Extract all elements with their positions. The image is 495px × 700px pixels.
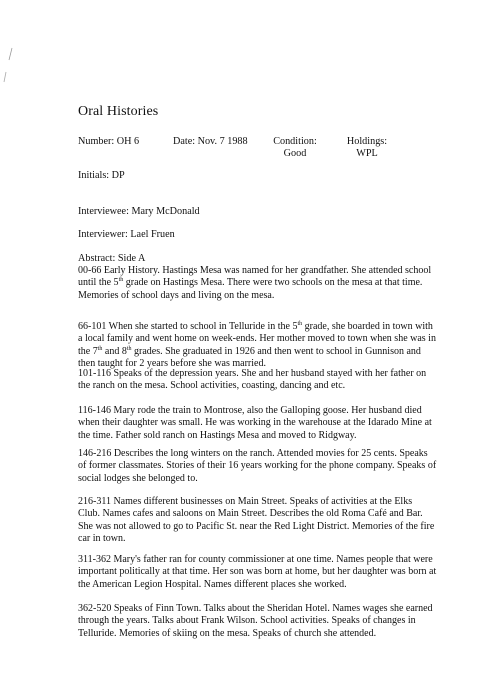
abstract-line: the American Legion Hospital. Names different places she worked. xyxy=(78,578,347,590)
abstract-line: the ranch on the mesa. School activities, coasting, dancing and etc. xyxy=(78,380,346,392)
abstract-line: Memories of school days and living on the mesa. xyxy=(78,289,275,301)
abstract-line: until the 5th grade on Hastings Mesa. There were two schools on the mesa at that time. xyxy=(78,277,423,289)
holdings-value: WPL xyxy=(356,148,378,159)
interviewee-field: Interviewee: Mary McDonald xyxy=(78,206,200,217)
abstract-paragraph xyxy=(78,603,433,640)
abstract-line: Club. Names cafes and saloons on Main Street. Describes the old Roma Café and Bar. xyxy=(78,508,423,520)
condition-label: Condition: xyxy=(273,136,317,147)
page-title: Oral Histories xyxy=(78,104,159,119)
abstract-line: 362-520 Speaks of Finn Town. Talks about the Sheridan Hotel. Names wages she earned xyxy=(78,603,433,614)
condition-value: Good xyxy=(283,148,307,159)
abstract-line: Telluride. Memories of skiing on the mesa. Speaks of church she attended. xyxy=(78,627,377,639)
abstract-line: 216-311 Names different businesses on Main Street. Speaks of activities at the Elks xyxy=(78,496,413,507)
holdings-block xyxy=(342,136,392,160)
abstract-line: car in town. xyxy=(78,533,126,545)
abstract-paragraph xyxy=(78,265,430,302)
abstract-paragraph xyxy=(78,496,435,546)
abstract-line: important politically at that time. Her son was born at home, but her daughter was born at xyxy=(78,566,437,578)
abstract-paragraph xyxy=(78,368,430,393)
abstract-paragraph xyxy=(78,405,430,442)
abstract-line: 00-66 Early History. Hastings Mesa was named for her grandfather. She attended school xyxy=(78,265,432,276)
abstract-line: a local family and went home on week-ends. Her mother moved to town when she was in xyxy=(78,333,436,345)
abstract-paragraph xyxy=(78,321,436,371)
abstract-line: the time. Father sold ranch on Hastings Mesa and moved to Ridgway. xyxy=(78,429,357,441)
initials-field: Initials: DP xyxy=(78,170,125,181)
abstract-line: She was not allowed to go to Pacific St. near the Red Light District. Memories of the fire xyxy=(78,520,435,532)
abstract-paragraph xyxy=(78,554,437,591)
holdings-label: Holdings: xyxy=(346,136,388,147)
abstract-line: of former classmates. Stories of their 16 years working for the phone company. Speaks of xyxy=(78,460,437,472)
record-number: Number: OH 6 xyxy=(78,136,140,147)
abstract-line: through the years. Talks about Frank Wilson. School activities. Speaks of changes in xyxy=(78,615,416,627)
abstract-line: the 7th and 8th grades. She graduated in 1926 and then went to school in Gunnison and xyxy=(78,345,421,357)
interviewer-field: Interviewer: Lael Fruen xyxy=(78,229,175,240)
abstract-line: 311-362 Mary's father ran for county commissioner at one time. Names people that were xyxy=(78,554,433,565)
abstract-line: then taught for 2 years before she was married. xyxy=(78,358,266,370)
abstract-paragraph xyxy=(78,448,437,485)
record-date: Date: Nov. 7 1988 xyxy=(173,136,248,147)
abstract-line: 66-101 When she started to school in Telluride in the 5th grade, she boarded in town with xyxy=(78,321,433,332)
abstract-line: 101-116 Speaks of the depression years. She and her husband stayed with her father on xyxy=(78,368,427,379)
abstract-heading: Abstract: Side A xyxy=(78,253,146,264)
abstract-line: 146-216 Describes the long winters on the ranch. Attended movies for 25 cents. Speaks xyxy=(78,448,428,459)
condition-block xyxy=(270,136,320,160)
abstract-line: social lodges she belonged to. xyxy=(78,472,198,484)
abstract-line: 116-146 Mary rode the train to Montrose, also the Galloping goose. Her husband died xyxy=(78,405,422,416)
abstract-line: when their daughter was small. He was working in the warehouse at the Idarado Mine at xyxy=(78,417,432,429)
